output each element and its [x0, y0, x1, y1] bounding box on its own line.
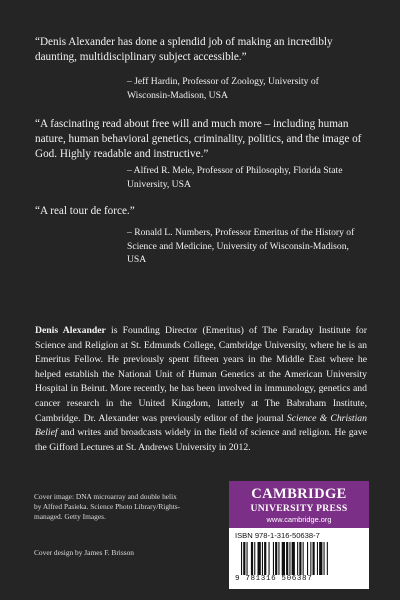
- publisher-name-line-2: UNIVERSITY PRESS: [250, 503, 348, 514]
- barcode-bar: [327, 542, 328, 575]
- barcode-bar: [275, 542, 277, 575]
- quote-1-attribution: – Jeff Hardin, Professor of Zoology, University of Wisconsin-Madison, USA: [127, 76, 319, 101]
- cover-image-credit: Cover image: DNA microarray and double helix by Alfred Pasieka. Science Photo Library/Rights-managed. Getty Images.: [34, 492, 181, 521]
- journal-title: Science & Christian Belief: [35, 412, 367, 439]
- bio-text-part-1: is Founding Director (Emeritus) of The Faraday Institute for Science and Religion at St. Edmunds College, Cambridge University, where he is an Emeritus Fellow. He previously spent fifteen years in the Middle East where he helped establish the National Unit of Human Genetics at the American University Hospital in Beirut. More recently, he has been involved in immunology, genetics and cancer research in the United Kingdom, latterly at The Babraham Institute, Cambridge. Dr. Alexander was previously editor of the journal: [35, 325, 367, 424]
- barcode-bar: [278, 542, 279, 575]
- bio-text-part-2: and writes and broadcasts widely in the field of science and religion. He gave the Gifford Lectures at St. Andrews University in 2012.: [35, 427, 367, 453]
- publisher-name-line-1: CAMBRIDGE: [251, 486, 347, 502]
- isbn-label: ISBN 978-1-316-50638-7: [235, 531, 320, 540]
- quote-3-attribution: – Ronald L. Numbers, Professor Emeritus of the History of Science and Medicine, University of Wisconsin-Madison, USA: [127, 227, 355, 266]
- author-name: Denis Alexander: [35, 325, 106, 336]
- cover-design-credit: Cover design by James F. Brisson: [34, 548, 135, 557]
- barcode-bar: [307, 542, 308, 575]
- barcode-bar: [319, 542, 322, 575]
- barcode-bar: [264, 542, 266, 575]
- barcode-bar: [273, 542, 274, 575]
- barcode-bar: [251, 542, 253, 575]
- barcode-bar: [286, 542, 288, 575]
- author-bio: [35, 324, 367, 455]
- barcode-bar: [303, 542, 304, 575]
- barcode-bar: [299, 542, 301, 575]
- barcode-bar: [262, 542, 263, 575]
- barcode-bar: [317, 542, 318, 575]
- barcode-bar: [297, 542, 298, 575]
- quote-2-text: “A fascinating read about free will and much more – including human nature, human behavioral genetics, criminality, politics, and the image of God. Highly readable and instructive.”: [35, 118, 362, 161]
- barcode-bar: [289, 542, 290, 575]
- publisher-url: www.cambridge.org: [266, 515, 332, 524]
- quote-2-attribution: – Alfred R. Mele, Professor of Philosophy, Florida State University, USA: [127, 165, 343, 190]
- barcode-bar: [258, 542, 261, 575]
- barcode-bar: [247, 542, 248, 575]
- barcode-bar: [310, 542, 311, 575]
- barcode-bar: [324, 542, 325, 575]
- isbn-barcode-box: [229, 528, 369, 589]
- barcode-bar: [254, 542, 255, 575]
- barcode-bar: [313, 542, 315, 575]
- barcode-bar: [292, 542, 295, 575]
- barcode-bar: [241, 542, 242, 575]
- quote-3-text: “A real tour de force.”: [35, 205, 135, 217]
- quote-1-text: “Denis Alexander has done a splendid job of making an incredibly daunting, multidisciplinary subject accessible.”: [35, 36, 333, 64]
- publisher-logo: [229, 481, 369, 528]
- barcode-bar: [269, 542, 270, 575]
- barcode-bar: [282, 542, 285, 575]
- barcode-bar: [243, 542, 245, 575]
- barcode-digits: 9 781316 506387: [235, 575, 313, 583]
- barcode-icon: [239, 542, 361, 575]
